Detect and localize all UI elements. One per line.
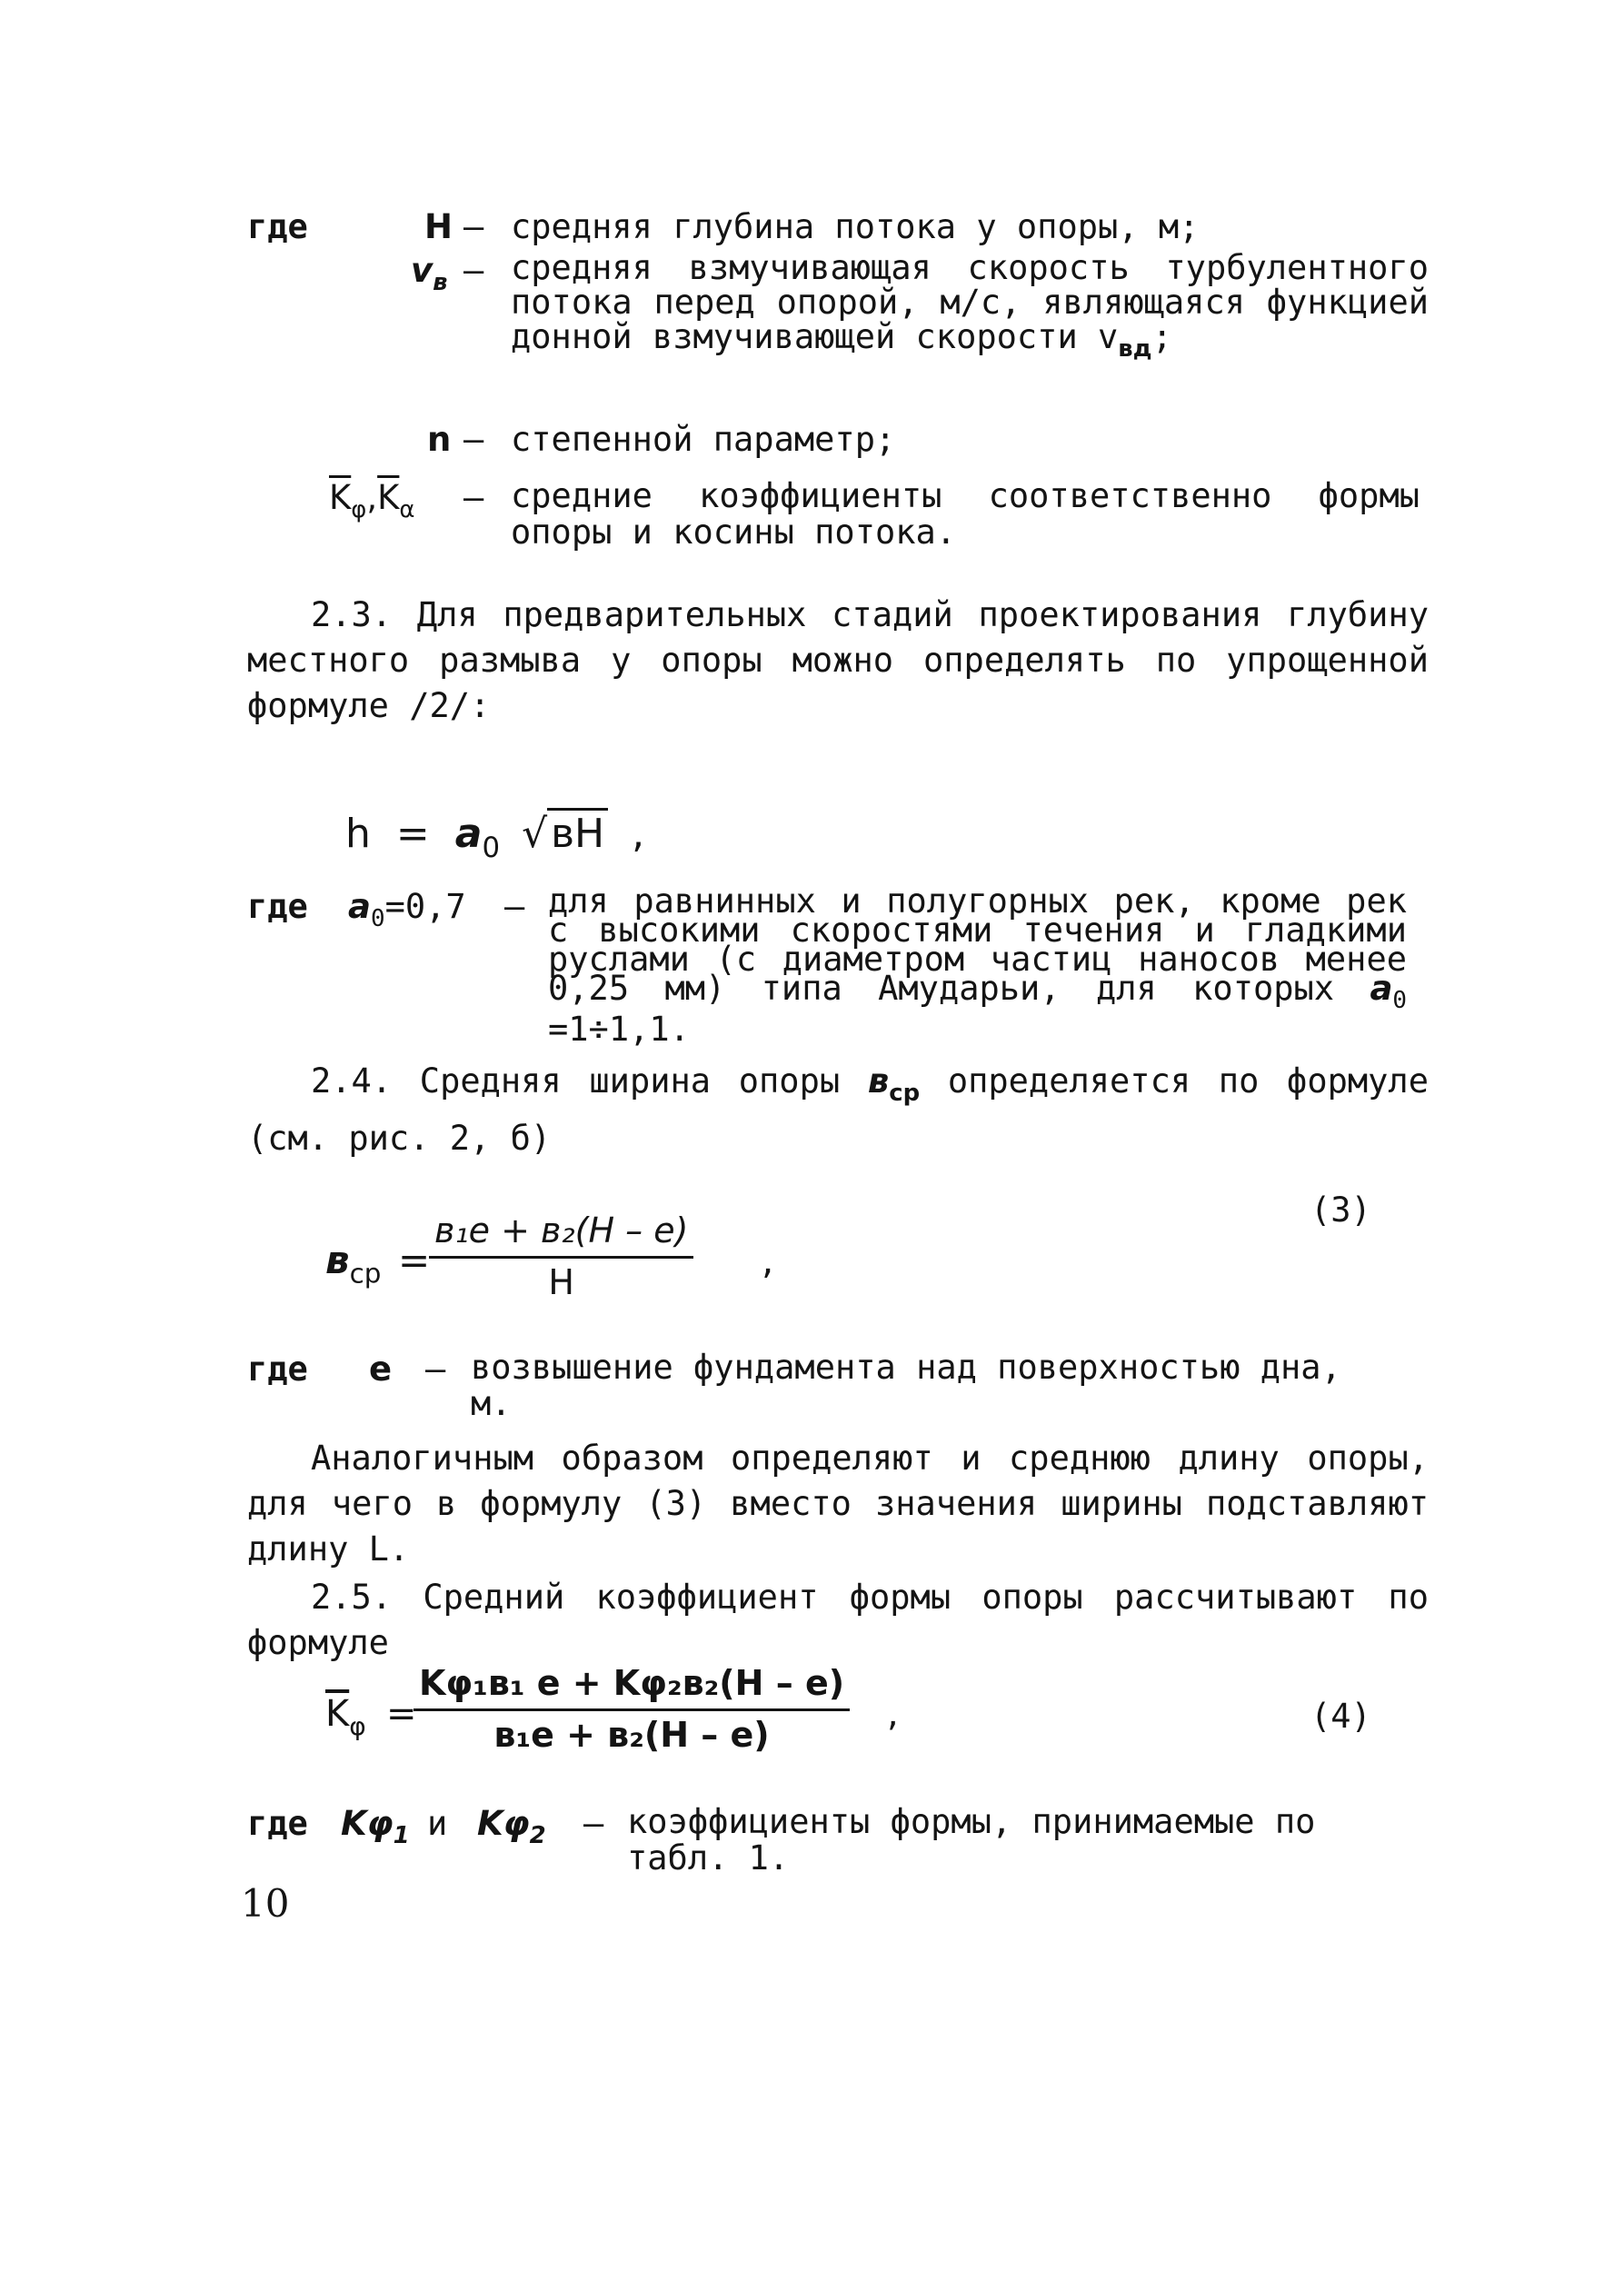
paragraph-2-3: 2.3. Для предварительных стадий проектирования глубину местного размыва у опоры можно определять по упрощенной формуле /2/: [247, 595, 1429, 725]
formula-3-numerator: в₁e + в₂(H – e) [434, 1210, 689, 1250]
symbol-a0: $a_0=0,7$ [348, 887, 466, 933]
formula-3-lhs: $в_{ср}$ [325, 1238, 382, 1290]
dash: – [463, 251, 484, 290]
definition-H: средняя глубина потока у опоры, м; [511, 207, 1200, 246]
formula-h: $h = a_0$ √вH , [345, 811, 644, 865]
symbol-k-phi-1: $K\varphi_1$ [341, 1804, 410, 1850]
and-word: и [427, 1804, 448, 1843]
formula-4-comma: , [887, 1693, 899, 1735]
formula-4-numerator: Kφ₁в₁ e + Kφ₂в₂(H – e) [419, 1663, 845, 1703]
dash: – [463, 478, 484, 517]
formula-4-denominator: в₁e + в₂(H – e) [413, 1708, 850, 1757]
symbol-k-phi-2: $K\varphi_2$ [477, 1804, 546, 1850]
dash: – [463, 207, 484, 246]
dash: – [504, 887, 525, 926]
dash: – [583, 1804, 604, 1843]
where-label: где [247, 1350, 308, 1389]
paragraph-analog: Аналогичным образом определяют и среднюю длину опоры, для чего в формулу (3) вместо значения ширины подставляют длину L. [247, 1439, 1429, 1569]
definition-k: средние коэффициенты соответственно формы опоры и косины потока. [511, 476, 1420, 552]
where-label: где [247, 207, 308, 246]
symbol-k-phi-k-alpha: $\overline{K}_\varphi,\overline{K}_\alpha$ [329, 478, 415, 524]
where-label: где [247, 1804, 308, 1843]
paragraph-2-5: 2.5. Средний коэффициент формы опоры рассчитывают по формуле [247, 1578, 1429, 1662]
dash: – [425, 1350, 446, 1389]
definition-v: средняя взмучивающая скорость турбулентного потока перед опорой, м/с, являющаяся функцией донной взмучивающей скорости $v_{вд}$; [511, 248, 1429, 364]
paragraph-2-4: 2.4. Средняя ширина опоры $в_{ср}$ определяется по формуле (см. рис. 2, б) [247, 1061, 1429, 1159]
definition-e: возвышение фундамента над поверхностью дна, м. [471, 1348, 1341, 1423]
formula-3-comma: , [762, 1238, 774, 1282]
formula-4-lhs: $\overline{K}_\varphi$ [325, 1693, 366, 1741]
symbol-e: e [369, 1350, 393, 1389]
symbol-v: $v_в$ [411, 251, 448, 297]
page-number: 10 [241, 1881, 290, 1926]
equation-number-4: (4) [1310, 1697, 1371, 1736]
definition-a0: для равнинных и полугорных рек, кроме рек с высокими скоростями течения и гладкими руслами (с диаметром частиц наносов менее 0,25 мм) типа Амударьи, для которых $a_0 =1\div 1,1$. [548, 882, 1407, 1050]
equation-number-3: (3) [1310, 1190, 1371, 1230]
formula-4-eq: = [386, 1693, 417, 1735]
formula-3-fraction [429, 1210, 693, 1303]
definition-n: степенной параметр; [511, 420, 896, 459]
where-label: где [247, 887, 308, 926]
symbol-H: H [424, 207, 453, 246]
symbol-n: n [427, 420, 452, 459]
formula-3-denominator: H [429, 1256, 693, 1304]
formula-3-eq: = [398, 1238, 431, 1282]
formula-4-fraction [413, 1663, 850, 1756]
dash: – [463, 420, 484, 459]
definition-k-phi: коэффициенты формы, принимаемые по табл. 1. [627, 1802, 1316, 1878]
